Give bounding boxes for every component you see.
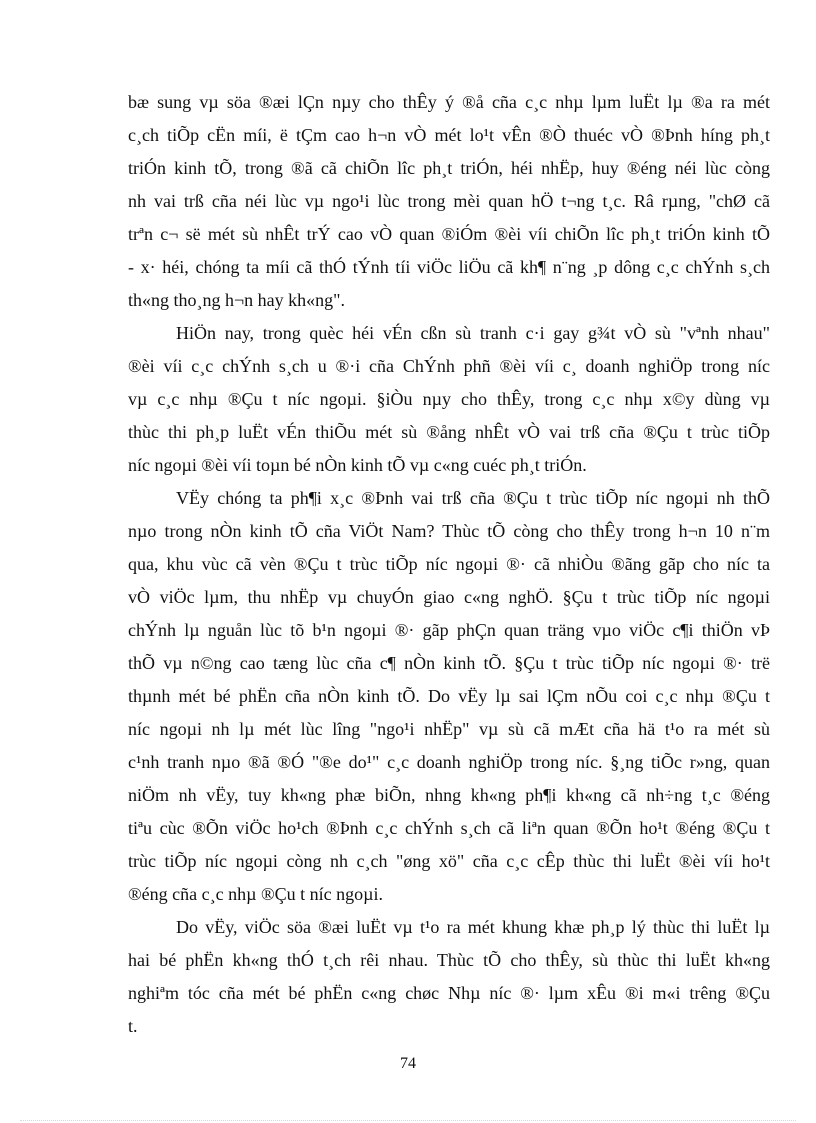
text-line: c¹nh tranh nµo ®ã ®Ó "®e do¹" c¸c doanh nghiÖp trong níc. §¸ng tiÕc r»ng, quan [128,752,770,772]
text-line: th«ng tho¸ng h¬n hay kh«ng". [128,290,345,310]
page-bottom-divider [20,1120,796,1121]
text-line: trªn c¬ së mét sù nhÊt trÝ cao vÒ quan ®iÓm ®èi víi chiÕn lîc ph¸t triÓn kinh tÕ [128,224,770,244]
text-line: nghiªm tóc cña mét bé phËn c«ng chøc Nhµ níc ®· lµm xÊu ®i m«i trêng ®Çu [128,983,770,1003]
paragraph-first-line: Do vËy, viÖc söa ®æi luËt vµ t¹o ra mét khung khæ ph¸p lý thùc thi luËt lµ [176,917,770,937]
paragraph-first-line: HiÖn nay, trong quèc héi vÉn cßn sù tranh c·i gay g¾t vÒ sù "vªnh nhau" [176,323,770,343]
text-line: thÕ vµ n©ng cao tæng lùc cña c¶ nÒn kinh tÕ. §Çu t trùc tiÕp níc ngoµi ®· trë [128,653,770,673]
text-line: niÖm nh vËy, tuy kh«ng phæ biÕn, nhng kh«ng ph¶i kh«ng cã nh÷ng t¸c ®éng [128,785,770,805]
text-line: hai bé phËn kh«ng thÓ t¸ch rêi nhau. Thùc tÕ cho thÊy, sù thùc thi luËt kh«ng [128,950,770,970]
page-number: 74 [400,1055,416,1072]
text-line: thµnh mét bé phËn cña nÒn kinh tÕ. Do vËy lµ sai lÇm nÕu coi c¸c nhµ ®Çu t [128,686,770,706]
text-line: chÝnh lµ nguån lùc tõ b¹n ngoµi ®· gãp phÇn quan träng vµo viÖc c¶i thiÖn vÞ [128,620,770,640]
text-line: triÓn kinh tÕ, trong ®ã cã chiÕn lîc ph¸t triÓn, héi nhËp, huy ®éng néi lùc còng [128,158,770,178]
text-line: níc ngoµi nh lµ mét lùc lîng "ngo¹i nhËp" vµ sù cã mÆt cña hä t¹o ra mét sù [128,719,770,739]
text-line: thùc thi ph¸p luËt vÉn thiÕu mét sù ®ång nhÊt vÒ vai trß cña ®Çu t trùc tiÕp [128,422,770,442]
text-line: qua, khu vùc cã vèn ®Çu t trùc tiÕp níc ngoµi ®· cã nhiÒu ®ãng gãp cho níc ta [128,554,770,574]
text-line: nh vai trß cña néi lùc vµ ngo¹i lùc trong mèi quan hÖ t¬ng t¸c. Râ rµng, "chØ cã [128,191,770,211]
text-line: - x· héi, chóng ta míi cã thÓ tÝnh tíi viÖc liÖu cã kh¶ n¨ng ¸p dông c¸c chÝnh s¸ch [128,257,770,277]
text-line: trùc tiÕp níc ngoµi còng nh c¸ch "øng xö" cña c¸c cÊp thùc thi luËt ®èi víi ho¹t [128,851,770,871]
text-line: tiªu cùc ®Õn viÖc ho¹ch ®Þnh c¸c chÝnh s¸ch cã liªn quan ®Õn ho¹t ®éng ®Çu t [128,818,770,838]
text-line: vµ c¸c nhµ ®Çu t níc ngoµi. §iÒu nµy cho thÊy, trong c¸c nhµ x©y dùng vµ [128,389,770,409]
text-line: bæ sung vµ söa ®æi lÇn nµy cho thÊy ý ®å cña c¸c nhµ lµm luËt lµ ®a ra mét [128,92,770,112]
paragraph-first-line: VËy chóng ta ph¶i x¸c ®Þnh vai trß cña ®Çu t trùc tiÕp níc ngoµi nh thÕ [176,488,770,508]
text-line: níc ngoµi ®èi víi toµn bé nÒn kinh tÕ vµ c«ng cuéc ph¸t triÓn. [128,455,587,475]
text-line: nµo trong nÒn kinh tÕ cña ViÖt Nam? Thùc tÕ còng cho thÊy trong h¬n 10 n¨m [128,521,770,541]
text-line: ®éng cña c¸c nhµ ®Çu t níc ngoµi. [128,884,384,904]
text-line: c¸ch tiÕp cËn míi, ë tÇm cao h¬n vÒ mét lo¹t vÊn ®Ò thuéc vÒ ®Þnh híng ph¸t [128,125,770,145]
text-line: ®èi víi c¸c chÝnh s¸ch u ®·i cña ChÝnh phñ ®èi víi c¸ doanh nghiÖp trong níc [128,356,770,376]
text-line: t. [128,1016,138,1036]
text-line: vÒ viÖc lµm, thu nhËp vµ chuyÓn giao c«ng nghÖ. §Çu t trùc tiÕp níc ngoµi [128,587,770,607]
